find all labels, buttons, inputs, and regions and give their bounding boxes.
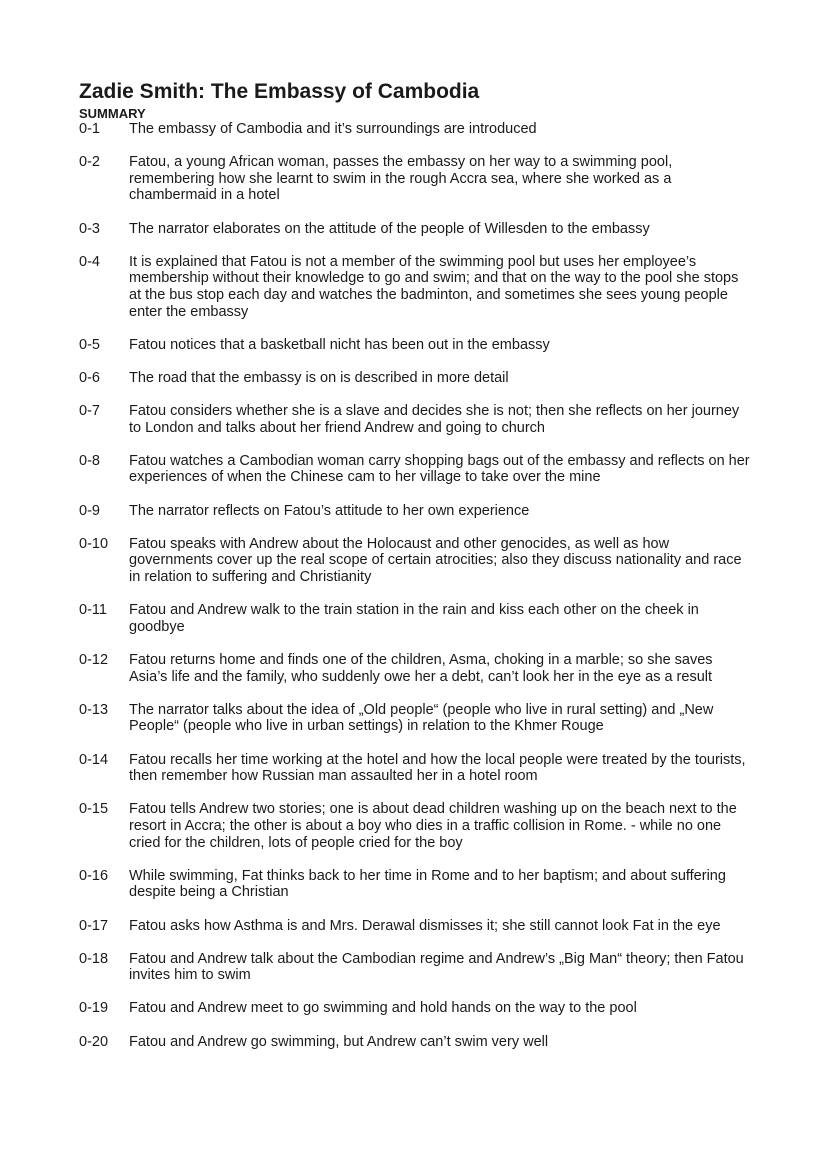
summary-entry — [79, 154, 759, 204]
summary-entry — [79, 536, 759, 586]
entry-text: The road that the embassy is on is described in more detail — [129, 369, 509, 386]
entry-number: 0-4 — [79, 253, 100, 270]
entry-text: The embassy of Cambodia and it’s surroundings are introduced — [129, 121, 537, 137]
entry-number: 0-17 — [79, 917, 109, 934]
entry-text: Fatou considers whether she is a slave and decides she is not; then she reflects on her journey to London and talks about her friend Andrew and going to church — [129, 403, 740, 436]
summary-entry — [79, 503, 759, 520]
entry-text: Fatou recalls her time working at the hotel and how the local people were treated by the tourists, then remember how Russian man assaulted her in a hotel room — [129, 751, 746, 785]
entry-number: 0-6 — [79, 369, 100, 386]
summary-entry — [79, 602, 759, 635]
summary-entry — [79, 752, 759, 785]
summary-entry — [79, 221, 759, 238]
entry-number: 0-7 — [79, 403, 100, 420]
entry-text: Fatou speaks with Andrew about the Holocaust and other genocides, as well as how governments cover up the real scope of certain atrocities; also they discuss nationality and race in relation to suffering and Christianity — [129, 535, 742, 586]
entry-number: 0-10 — [79, 535, 109, 552]
entry-number: 0-18 — [79, 950, 109, 967]
entry-text: Fatou asks how Asthma is and Mrs. Derawal dismisses it; she still cannot look Fat in the eye — [129, 917, 721, 934]
entry-number: 0-13 — [79, 701, 109, 718]
summary-entry — [79, 254, 759, 320]
summary-entry — [79, 1000, 759, 1017]
entry-text: Fatou, a young African woman, passes the embassy on her way to a swimming pool, remembering how she learnt to swim in the rough Accra sea, where she worked as a chambermaid in a hotel — [129, 154, 673, 204]
entry-text: The narrator talks about the idea of „Old people“ (people who live in rural setting) and „New People“ (people who live in urban settings) in relation to the Khmer Rouge — [129, 701, 714, 735]
summary-entry — [79, 918, 759, 935]
summary-entry — [79, 1034, 759, 1051]
entry-number: 0-1 — [79, 121, 100, 137]
entry-text: Fatou and Andrew go swimming, but Andrew can’t swim very well — [129, 1033, 549, 1050]
summary-entry — [79, 453, 759, 486]
summary-entry — [79, 370, 759, 387]
entry-text: The narrator reflects on Fatou’s attitude to her own experience — [129, 502, 530, 519]
section-heading: SUMMARY — [79, 106, 146, 121]
summary-entry — [79, 868, 759, 901]
document-title: Zadie Smith: The Embassy of Cambodia — [79, 80, 480, 103]
summary-entry — [79, 801, 759, 851]
entry-text: While swimming, Fat thinks back to her time in Rome and to her baptism; and about suffering despite being a Christian — [129, 867, 726, 901]
summary-list — [79, 121, 759, 1067]
entry-number: 0-11 — [79, 602, 107, 619]
entry-number: 0-20 — [79, 1033, 109, 1050]
entry-number: 0-19 — [79, 1000, 109, 1017]
entry-text: Fatou watches a Cambodian woman carry shopping bags out of the embassy and reflects on her experiences of when the Chinese cam to her village to take over the mine — [129, 452, 750, 486]
entry-text: It is explained that Fatou is not a member of the swimming pool but uses her employee’s membership without their knowledge to go and swim; and that on the way to the pool she stops at the bus stop each day and watches the badminton, and sometimes she sees young people enter the embassy — [129, 253, 739, 320]
summary-entry — [79, 403, 759, 436]
summary-entry — [79, 652, 759, 685]
summary-entry — [79, 702, 759, 735]
entry-number: 0-15 — [79, 801, 109, 818]
entry-text: Fatou and Andrew walk to the train station in the rain and kiss each other on the cheek in goodbye — [129, 602, 699, 635]
entry-number: 0-9 — [79, 502, 100, 519]
entry-text: Fatou returns home and finds one of the children, Asma, choking in a marble; so she saves Asia’s life and the family, who suddenly owe her a debt, can’t look her in the eye as a result — [129, 652, 713, 685]
entry-text: Fatou notices that a basketball nicht has been out in the embassy — [129, 336, 550, 353]
entry-number: 0-2 — [79, 154, 100, 171]
entry-text: Fatou and Andrew meet to go swimming and hold hands on the way to the pool — [129, 1000, 637, 1017]
entry-text: Fatou and Andrew talk about the Cambodian regime and Andrew’s „Big Man“ theory; then Fatou invites him to swim — [129, 950, 744, 984]
entry-number: 0-8 — [79, 452, 100, 469]
entry-number: 0-3 — [79, 220, 100, 237]
entry-number: 0-12 — [79, 652, 109, 668]
summary-entry — [79, 951, 759, 984]
summary-entry — [79, 337, 759, 354]
entry-text: The narrator elaborates on the attitude of the people of Willesden to the embassy — [129, 220, 650, 237]
entry-number: 0-14 — [79, 751, 109, 768]
summary-entry — [79, 121, 759, 138]
entry-number: 0-16 — [79, 867, 109, 884]
entry-text: Fatou tells Andrew two stories; one is about dead children washing up on the beach next to the resort in Accra; the other is about a boy who dies in a traffic collision in Rome. - while no one cried for the children, lots of people cried for the boy — [129, 801, 737, 851]
entry-number: 0-5 — [79, 336, 100, 353]
